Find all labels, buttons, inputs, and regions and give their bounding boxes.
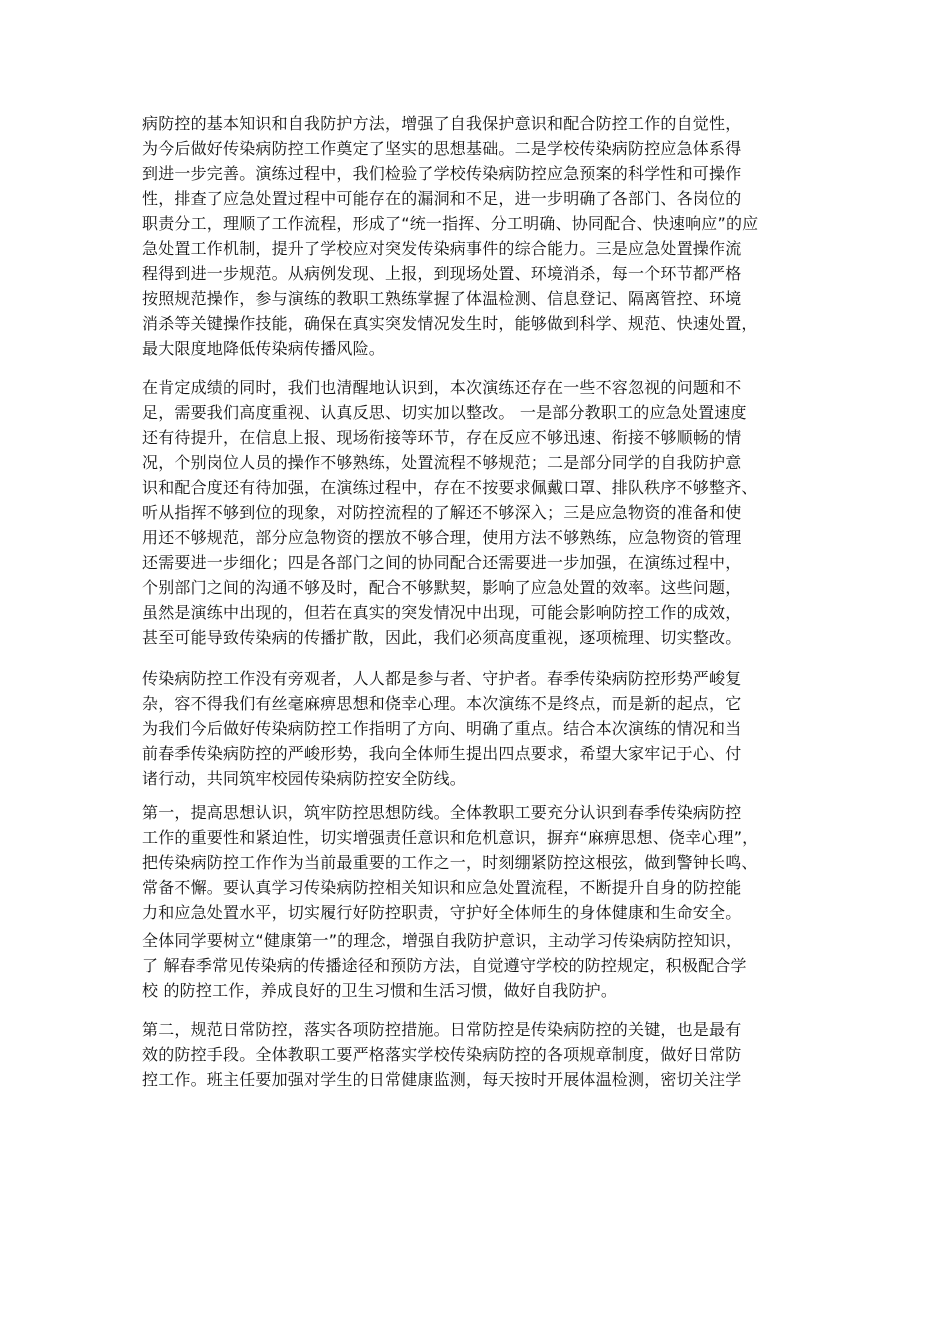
text-line: 虽然是演练中出现的，但若在真实的突发情况中出现，可能会影响防控工作的成效， bbox=[142, 603, 742, 622]
paragraph-6 bbox=[142, 1017, 822, 1092]
paragraph-4 bbox=[142, 800, 822, 925]
text-line: 甚至可能导致传染病的传播扩散，因此，我们必须高度重视，逐项梳理、切实整改。 bbox=[142, 628, 742, 647]
text-line: 用还不够规范，部分应急物资的摆放不够合理，使用方法不够熟练，应急物资的管理 bbox=[142, 528, 742, 547]
text-line: 识和配合度还有待加强，在演练过程中，存在不按要求佩戴口罩、排队秩序不够整齐、 bbox=[142, 478, 758, 497]
text-line: 性，排查了应急处置过程中可能存在的漏洞和不足，进一步明确了各部门、各岗位的 bbox=[142, 189, 742, 208]
text-line: 为今后做好传染病防控工作奠定了坚实的思想基础。二是学校传染病防控应急体系得 bbox=[142, 139, 742, 158]
text-line: 在肯定成绩的同时，我们也清醒地认识到，本次演练还存在一些不容忽视的问题和不 bbox=[142, 378, 742, 397]
text-line: 工作的重要性和紧迫性，切实增强责任意识和危机意识，摒弃“麻痹思想、侥幸心理”， bbox=[142, 828, 759, 847]
text-line: 常备不懈。要认真学习传染病防控相关知识和应急处置流程，不断提升自身的防控能 bbox=[142, 878, 742, 897]
text-line: 到进一步完善。演练过程中，我们检验了学校传染病防控应急预案的科学性和可操作 bbox=[142, 164, 742, 183]
paragraph-5 bbox=[142, 928, 822, 1003]
paragraph-1 bbox=[142, 111, 822, 361]
text-line: 急处置工作机制，提升了学校应对突发传染病事件的综合能力。三是应急处置操作流 bbox=[142, 239, 742, 258]
text-line: 传染病防控工作没有旁观者，人人都是参与者、守护者。春季传染病防控形势严峻复 bbox=[142, 669, 742, 688]
paragraph-3 bbox=[142, 666, 822, 791]
text-line: 诸行动，共同筑牢校园传染病防控安全防线。 bbox=[142, 769, 467, 788]
text-line: 还有待提升，在信息上报、现场衔接等环节，存在反应不够迅速、衔接不够顺畅的情 bbox=[142, 428, 742, 447]
text-line: 前春季传染病防控的严峻形势，我向全体师生提出四点要求，希望大家牢记于心、付 bbox=[142, 744, 742, 763]
text-line: 职责分工，理顺了工作流程，形成了“统一指挥、分工明确、协同配合、快速响应”的应 bbox=[142, 214, 759, 233]
text-line: 按照规范操作，参与演练的教职工熟练掌握了体温检测、信息登记、隔离管控、环境 bbox=[142, 289, 742, 308]
text-line: 第一，提高思想认识，筑牢防控思想防线。全体教职工要充分认识到春季传染病防控 bbox=[142, 803, 742, 822]
text-line: 最大限度地降低传染病传播风险。 bbox=[142, 339, 386, 358]
text-line: 第二，规范日常防控，落实各项防控措施。日常防控是传染病防控的关键，也是最有 bbox=[142, 1020, 742, 1039]
text-line: 程得到进一步规范。从病例发现、上报，到现场处置、环境消杀，每一个环节都严格 bbox=[142, 264, 742, 283]
text-line: 力和应急处置水平，切实履行好防控职责，守护好全体师生的身体健康和生命安全。 bbox=[142, 903, 742, 922]
text-line: 为我们今后做好传染病防控工作指明了方向、明确了重点。结合本次演练的情况和当 bbox=[142, 719, 742, 738]
text-line: 还需要进一步细化；四是各部门之间的协同配合还需要进一步加强，在演练过程中， bbox=[142, 553, 742, 572]
text-line: 杂，容不得我们有丝毫麻痹思想和侥幸心理。本次演练不是终点，而是新的起点，它 bbox=[142, 694, 742, 713]
text-line: 了 解春季常见传染病的传播途径和预防方法，自觉遵守学校的防控规定，积极配合学 bbox=[142, 956, 747, 975]
text-line: 病防控的基本知识和自我防护方法，增强了自我保护意识和配合防控工作的自觉性， bbox=[142, 114, 742, 133]
text-line: 个别部门之间的沟通不够及时，配合不够默契，影响了应急处置的效率。这些问题， bbox=[142, 578, 742, 597]
text-line: 把传染病防控工作作为当前最重要的工作之一，时刻绷紧防控这根弦，做到警钟长鸣、 bbox=[142, 853, 758, 872]
text-line: 消杀等关键操作技能，确保在真实突发情况发生时，能够做到科学、规范、快速处置， bbox=[142, 314, 758, 333]
text-line: 听从指挥不够到位的现象，对防控流程的了解还不够深入；三是应急物资的准备和使 bbox=[142, 503, 742, 522]
text-line: 控工作。班主任要加强对学生的日常健康监测，每天按时开展体温检测，密切关注学 bbox=[142, 1070, 742, 1089]
paragraph-2 bbox=[142, 375, 822, 650]
text-line: 况，个别岗位人员的操作不够熟练，处置流程不够规范；二是部分同学的自我防护意 bbox=[142, 453, 742, 472]
text-line: 效的防控手段。全体教职工要严格落实学校传染病防控的各项规章制度，做好日常防 bbox=[142, 1045, 742, 1064]
text-line: 校 的防控工作，养成良好的卫生习惯和生活习惯，做好自我防护。 bbox=[142, 981, 618, 1000]
text-line: 全体同学要树立“健康第一”的理念，增强自我防护意识，主动学习传染病防控知识， bbox=[142, 931, 743, 950]
text-line: 足，需要我们高度重视、认真反思、切实加以整改。 一是部分教职工的应急处置速度 bbox=[142, 403, 747, 422]
